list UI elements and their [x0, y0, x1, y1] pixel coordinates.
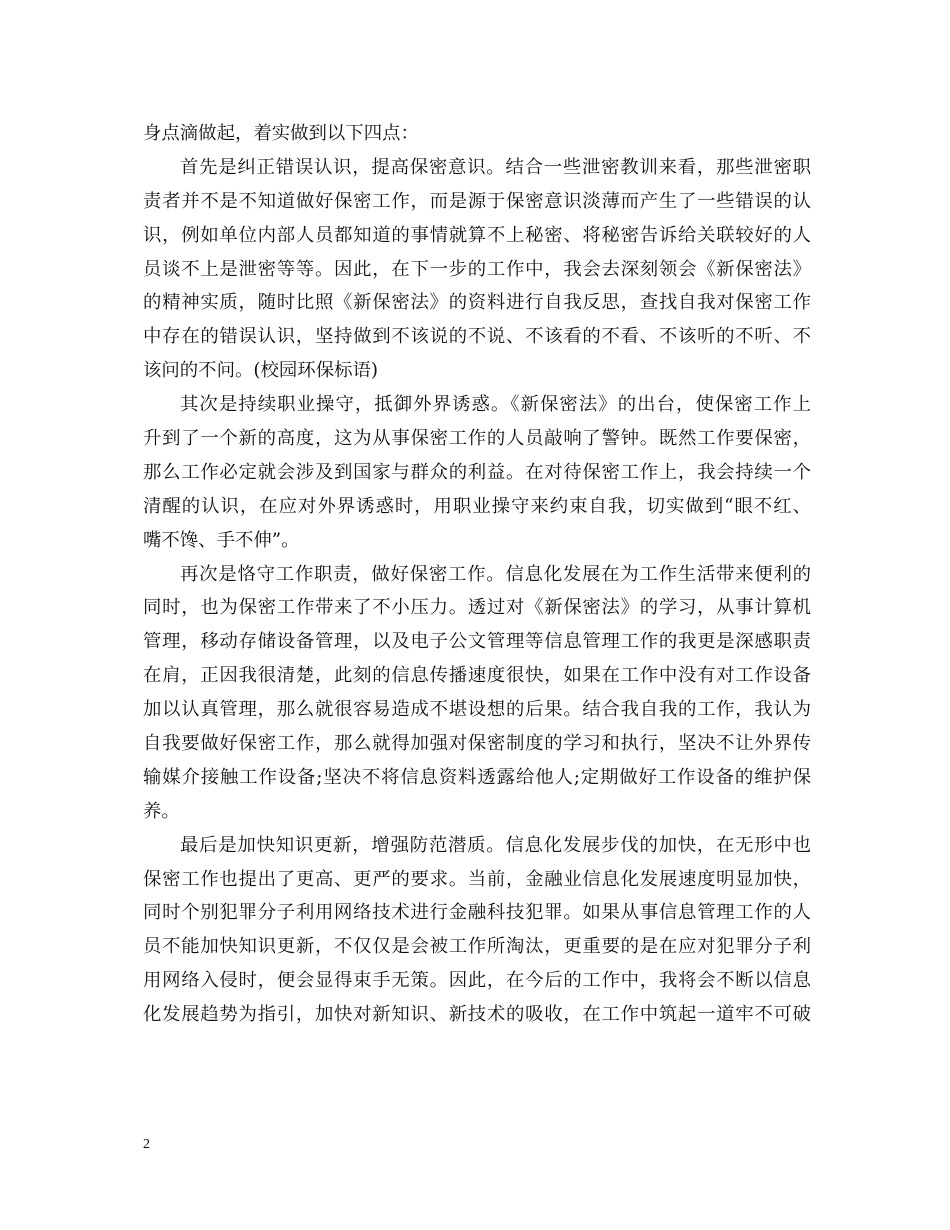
- text-line: 升到了一个新的高度，这为从事保密工作的人员敲响了警钟。既然工作要保密，: [143, 428, 811, 450]
- page-number: 2: [143, 1137, 150, 1152]
- text-line: 输媒介接触工作设备;坚决不将信息资料透露给他人;定期做好工作设备的维护保: [143, 766, 811, 788]
- paragraph-last-line: 该问的不问。(校园环保标语): [143, 360, 379, 382]
- text-line: 用网络入侵时，便会显得束手无策。因此，在今后的工作中，我将会不断以信息: [143, 970, 811, 992]
- text-line: 那么工作必定就会涉及到国家与群众的利益。在对待保密工作上，我会持续一个: [143, 461, 811, 483]
- text-line: 加以认真管理，那么就很容易造成不堪设想的后果。结合我自我的工作，我认为: [143, 699, 811, 721]
- text-line: 清醒的认识，在应对外界诱惑时，用职业操守来约束自我，切实做到“眼不红、: [143, 495, 811, 517]
- text-line: 识，例如单位内部人员都知道的事情就算不上秘密、将秘密告诉给关联较好的人: [143, 224, 811, 246]
- text-line: 责者并不是不知道做好保密工作，而是源于保密意识淡薄而产生了一些错误的认: [143, 190, 811, 212]
- paragraph-last-line: 养。: [143, 800, 180, 822]
- text-line: 同时，也为保密工作带来了不小压力。透过对《新保密法》的学习，从事计算机: [143, 597, 811, 619]
- text-line: 员谈不上是泄密等等。因此，在下一步的工作中，我会去深刻领会《新保密法》: [143, 258, 811, 280]
- text-line: 自我要做好保密工作，那么就得加强对保密制度的学习和执行，坚决不让外界传: [143, 733, 811, 755]
- text-line: 在肩，正因我很清楚，此刻的信息传播速度很快，如果在工作中没有对工作设备: [143, 665, 811, 687]
- paragraph-first-line: 再次是恪守工作职责，做好保密工作。信息化发展在为工作生活带来便利的: [180, 563, 811, 585]
- text-line: 管理，移动存储设备管理，以及电子公文管理等信息管理工作的我更是深感职责: [143, 631, 811, 653]
- text-line: 化发展趋势为指引，加快对新知识、新技术的吸收，在工作中筑起一道牢不可破: [143, 1004, 811, 1026]
- text-line: 保密工作也提出了更高、更严的要求。当前，金融业信息化发展速度明显加快，: [143, 868, 811, 890]
- body-text: [143, 117, 811, 1032]
- text-line: 身点滴做起，着实做到以下四点：: [143, 123, 419, 144]
- paragraph-first-line: 其次是持续职业操守，抵御外界诱惑。《新保密法》的出台，使保密工作上: [180, 394, 811, 416]
- text-line: 同时个别犯罪分子利用网络技术进行金融科技犯罪。如果从事信息管理工作的人: [143, 902, 811, 924]
- paragraph-last-line: 嘴不馋、手不伸”。: [143, 529, 300, 551]
- paragraph-first-line: 首先是纠正错误认识，提高保密意识。结合一些泄密教训来看，那些泄密职: [180, 156, 811, 178]
- text-line: 员不能加快知识更新，不仅仅是会被工作所淘汰，更重要的是在应对犯罪分子利: [143, 936, 811, 958]
- text-line: 的精神实质，随时比照《新保密法》的资料进行自我反思，查找自我对保密工作: [143, 292, 811, 314]
- paragraph-first-line: 最后是加快知识更新，增强防范潜质。信息化发展步伐的加快，在无形中也: [180, 834, 811, 856]
- text-line: 中存在的错误认识，坚持做到不该说的不说、不该看的不看、不该听的不听、不: [143, 326, 811, 348]
